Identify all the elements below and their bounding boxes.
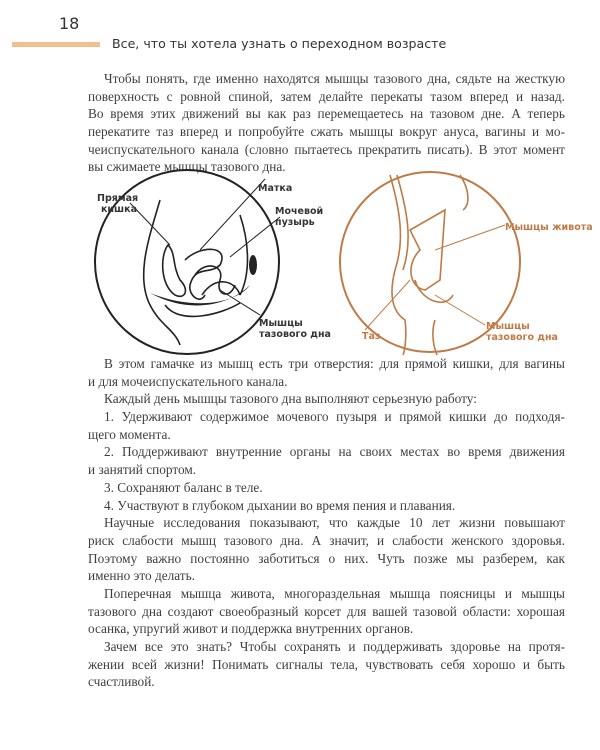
text-line: именно это делать.: [88, 568, 196, 584]
text-line: щего момента.: [88, 426, 171, 442]
text-line: тазового дна создают своеобразный корсет для вашей тазовой области: хорошая: [88, 603, 565, 619]
text-line: Поперечная мышца живота, многораздельная мышца поясницы и мышцы: [104, 585, 565, 601]
label-pelvis: Таз: [362, 331, 381, 342]
running-title: Все, что ты хотела узнать о переходном возрасте: [112, 36, 447, 51]
label-pelvic-floor-muscles: Мышцы тазового дна: [486, 321, 558, 343]
text-line: В этом гамачке из мышц есть три отверстия: для прямой кишки, для вагины: [104, 356, 565, 371]
label-uterus: Матка: [258, 183, 293, 194]
text-line: 2. Поддерживают внутренние органы на своих местах во время движения: [104, 444, 565, 460]
text-line: перекатите таз вперед и попробуйте сжать мышцы вокруг ануса, вагины и мо-: [88, 124, 565, 140]
page-number: 18: [59, 14, 80, 33]
label-abdominal-muscles: Мышцы живота: [505, 222, 593, 233]
text-line: Научные исследования показывают, что каждые 10 лет жизни повышают: [104, 515, 565, 531]
text-line: жении всей жизни! Понимать сигналы тела, чувствовать себя хорошо и быть: [88, 656, 565, 672]
text-line: поверхность с ровной спиной, затем делайте перекаты тазом вперед и назад.: [88, 88, 565, 104]
text-line: и для мочеиспускательного канала.: [88, 373, 288, 389]
text-line: Поэтому важно постоянно заботиться о них. Чуть позже мы разберем, как: [88, 550, 565, 566]
text-line: осанка, упругий живот и поддержка внутренних органов.: [88, 621, 414, 637]
text-line: Чтобы понять, где именно находятся мышцы тазового дна, сядьте на жесткую: [104, 71, 565, 86]
text-line: и занятий спортом.: [88, 462, 197, 478]
text-line: чеиспускательного канала (словно пытаетесь прекратить писать). В этот момент: [88, 141, 565, 157]
label-pelvic-floor: Мышцы тазового дна: [259, 318, 331, 340]
text-line: Зачем все это знать? Чтобы сохранять и поддерживать здоровье на протя-: [104, 639, 565, 654]
text-line: Каждый день мышцы тазового дна выполняют серьезную работу:: [104, 391, 477, 407]
paragraph-intro: [88, 70, 565, 176]
text-line: риск слабости мышц тазового дна. А значит, и слабости женского здоровья.: [88, 532, 565, 548]
label-bladder: Мочевой пузырь: [275, 206, 324, 228]
accent-bar: [12, 42, 100, 47]
text-line: 3. Сохраняют баланс в теле.: [104, 479, 263, 495]
text-line: 1. Удерживают содержимое мочевого пузыря и прямой кишки до подходя-: [104, 409, 565, 425]
text-line: вы сжимаете мышцы тазового дна.: [88, 159, 286, 175]
text-line: Во время этих движений вы как раз перемещаетесь на тазовом дне. А теперь: [88, 106, 565, 122]
text-line: 4. Участвуют в глубоком дыхании во время пения и плавания.: [104, 497, 456, 513]
text-line: счастливой.: [88, 674, 155, 690]
label-rectum: Прямая кишка: [97, 193, 139, 215]
main-text: [88, 355, 565, 691]
